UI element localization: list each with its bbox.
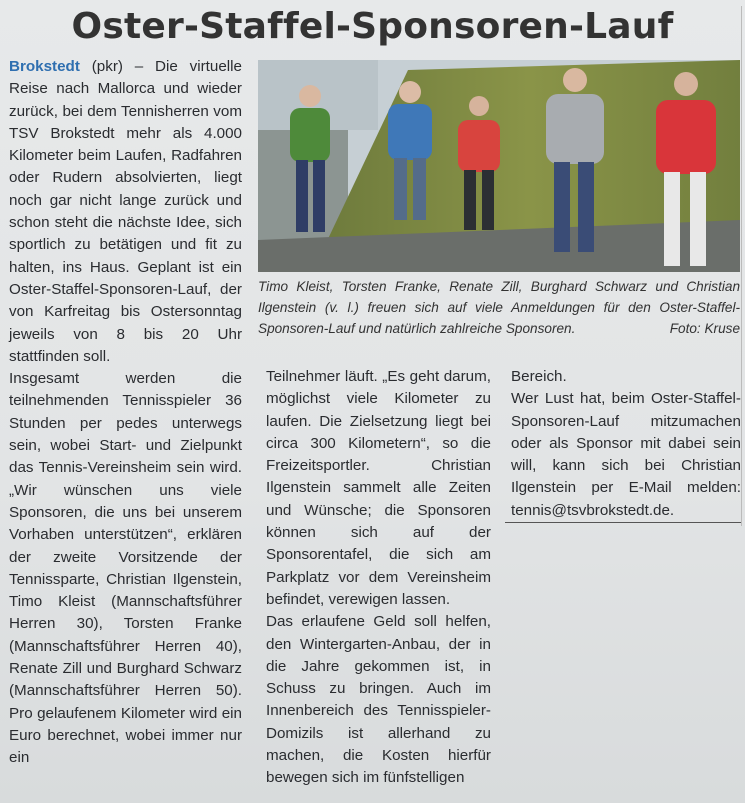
right-paragraph-1: Bereich. (511, 368, 567, 385)
middle-column (266, 366, 491, 790)
column-divider (741, 6, 742, 526)
photo-credit: Foto: Kruse (669, 321, 740, 336)
lead-paragraph (9, 56, 242, 368)
paragraph-2: Insgesamt werden die teilnehmenden Tennisspieler 36 Stunden per pedes unterwegs sein, wobei Start- und Zielpunkt das Tennis-Vereinsheim sein wird. „Wir wünschen uns viele Sponsoren, die uns bei unserem Vorhaben unterstützen“, erklären der zweite Vorsitzende der Tennissparte, Christian Ilgenstein, Timo Kleist (Mannschaftsführer Herren 30), Torsten Franke (Mannschaftsführer Herren 40), Renate Zill und Burghard Schwarz (Mannschaftsführer Herren 50). Pro gelaufenem Kilometer wird ein Euro berechnet, wobei immer nur ein (9, 370, 242, 767)
photo-caption (258, 276, 740, 339)
right-paragraph-2: Wer Lust hat, beim Oster-Staffel-Sponsoren-Lauf mitzumachen oder als Sponsor mit dabei sein will, kann sich bei Christian Ilgenstein per E-Mail melden: tennis@tsvbrokstedt.de. (511, 390, 741, 519)
mid-paragraph-1: Teilnehmer läuft. „Es geht darum, möglichst viele Kilometer zu laufen. Die Zielsetzung liegt bei circa 300 Kilometern“, so die Freizeitsportler. Christian Ilgenstein sammelt alle Zeiten und Wünsche; die Sponsoren können sich auf der Sponsorentafel, die sich am Parkplatz vor dem Vereinsheim befindet, verewigen lassen. (266, 368, 491, 608)
right-column (511, 366, 741, 522)
dateline-location: Brokstedt (9, 58, 80, 75)
group-photo-illustration (258, 60, 740, 272)
lead-text: (pkr) – Die virtuelle Reise nach Mallorca und wieder zurück, bei dem Tennisherren vom TSV Brokstedt mehr als 4.000 Kilometer beim Laufen, Radfahren oder Rudern absolvierten, liegt noch gar nicht lange zurück und schon steht die nächste Idee, sich sportlich zu betätigen und fit zu halten, ins Haus. Geplant ist ein Oster-Staffel-Sponsoren-Lauf, der von Karfreitag bis Ostersonntag jeweils von 8 bis 20 Uhr stattfinden soll. (9, 58, 242, 365)
article-end-rule (505, 522, 741, 523)
article-headline: Oster-Staffel-Sponsoren-Lauf (71, 6, 674, 47)
article-photo (258, 60, 740, 272)
mid-paragraph-2: Das erlaufene Geld soll helfen, den Wintergarten-Anbau, der in die Jahre gekommen ist, in Schuss zu bringen. Auch im Innenbereich des Tennisspieler-Domizils ist allerhand zu machen, die Kosten hierfür bewegen sich im fünfstelligen (266, 613, 491, 787)
left-column (9, 56, 242, 770)
caption-text: Timo Kleist, Torsten Franke, Renate Zill, Burghard Schwarz und Christian Ilgenstein (v. l.) freuen sich auf viele Anmeldungen für den Oster-Staffel-Sponsoren-Lauf und natürlich zahlreiche Sponsoren. (258, 279, 740, 336)
